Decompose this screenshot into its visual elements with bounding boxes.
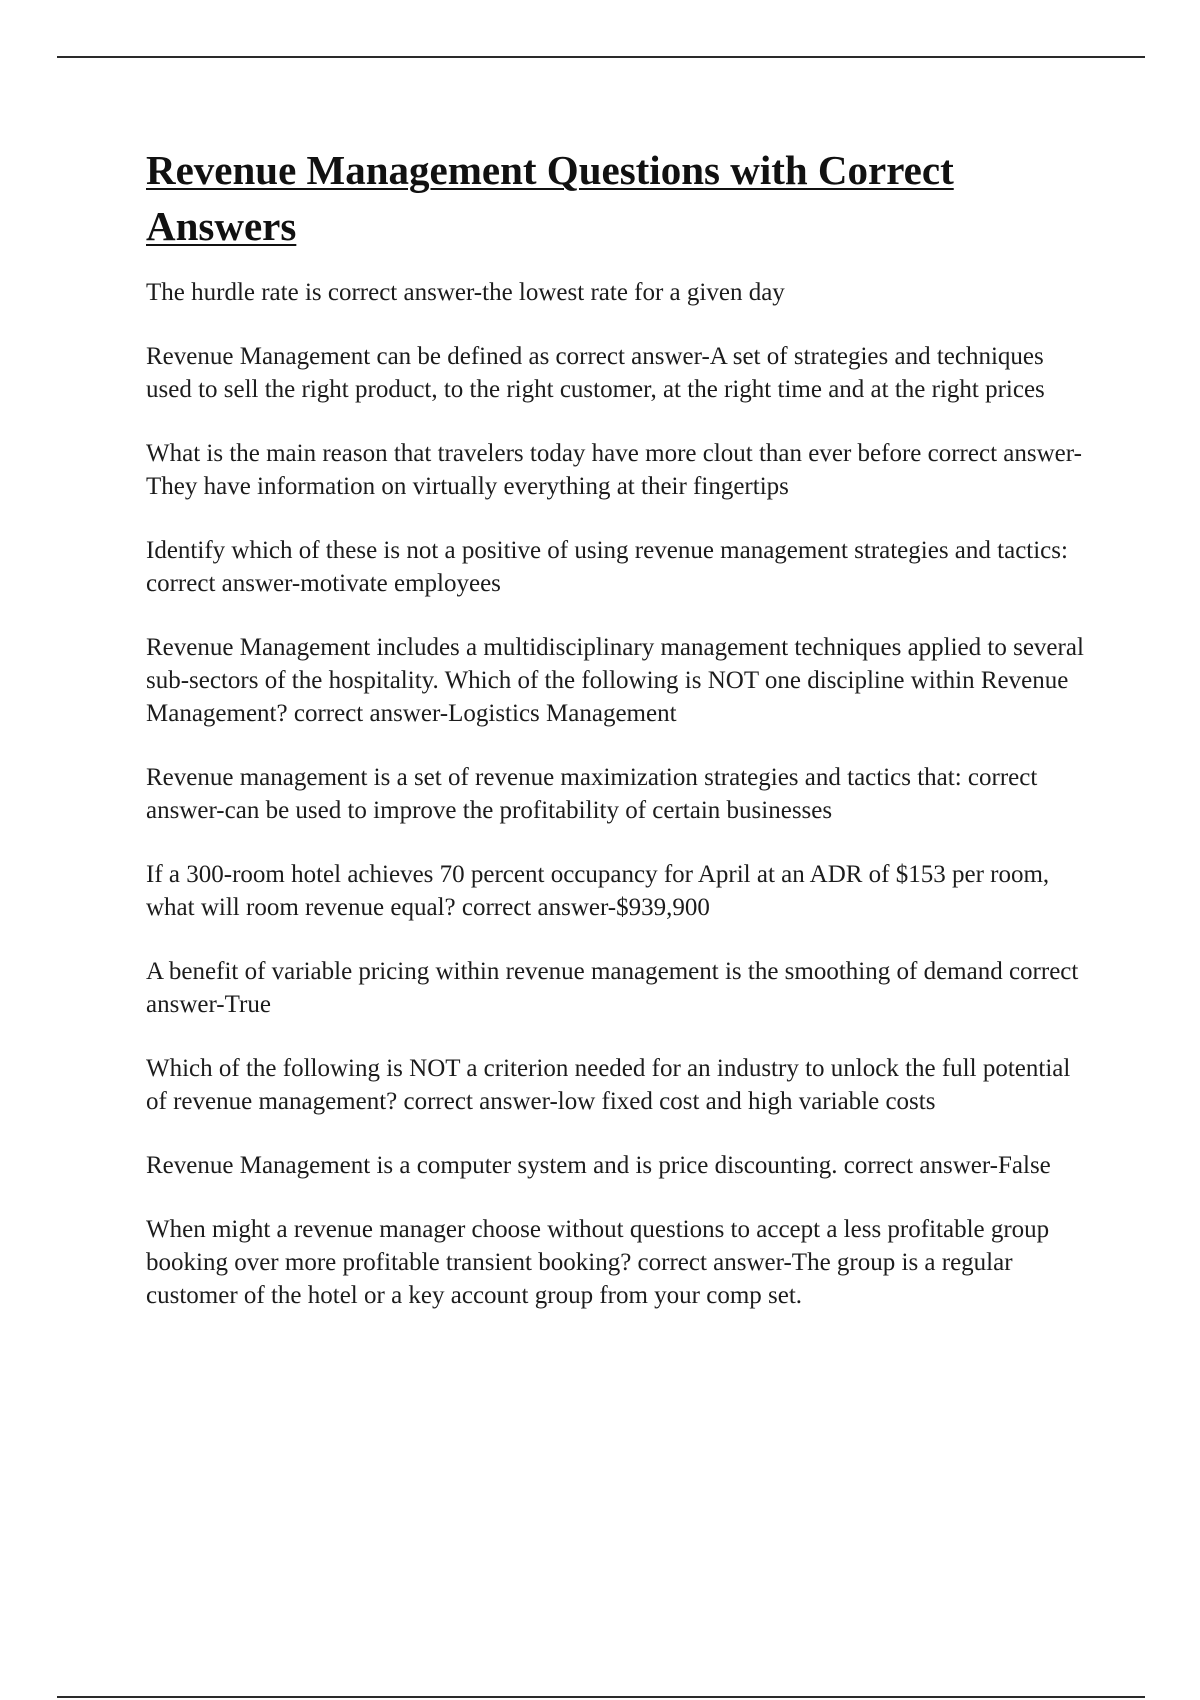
document-title: Revenue Management Questions with Correct Answers (146, 147, 954, 249)
bottom-divider (57, 1696, 1145, 1698)
qa-item-2: Revenue Management can be defined as correct answer-A set of strategies and techniques used to sell the right product, to the right customer, at the right time and at the right prices (146, 343, 1045, 403)
qa-item-10: Revenue Management is a computer system and is price discounting. correct answer-False (146, 1152, 1051, 1179)
qa-item-4: Identify which of these is not a positive of using revenue management strategies and tactics: correct answer-motivate employees (146, 537, 1068, 597)
qa-item-6: Revenue management is a set of revenue maximization strategies and tactics that: correct answer-can be used to improve the profitability of certain businesses (146, 764, 1038, 824)
qa-item-11: When might a revenue manager choose without questions to accept a less profitable group booking over more profitable transient booking? correct answer-The group is a regular customer of the hotel or a key account group from your comp set. (146, 1216, 1050, 1309)
document-body (146, 142, 1091, 1343)
qa-item-3: What is the main reason that travelers today have more clout than ever before correct answer-They have information on virtually everything at their fingertips (146, 440, 1082, 500)
top-divider (57, 56, 1145, 58)
qa-item-7: If a 300-room hotel achieves 70 percent occupancy for April at an ADR of $153 per room, what will room revenue equal? correct answer-$939,900 (146, 861, 1050, 921)
qa-item-5: Revenue Management includes a multidisciplinary management techniques applied to several sub-sectors of the hospitality. Which of the following is NOT one discipline within Revenue Management? correct answer-Logistics Management (146, 634, 1084, 727)
qa-item-8: A benefit of variable pricing within revenue management is the smoothing of demand correct answer-True (146, 958, 1079, 1018)
qa-list (146, 276, 1091, 1312)
qa-item-9: Which of the following is NOT a criterion needed for an industry to unlock the full potential of revenue management? correct answer-low fixed cost and high variable costs (146, 1055, 1071, 1115)
qa-item-1: The hurdle rate is correct answer-the lowest rate for a given day (146, 279, 785, 306)
